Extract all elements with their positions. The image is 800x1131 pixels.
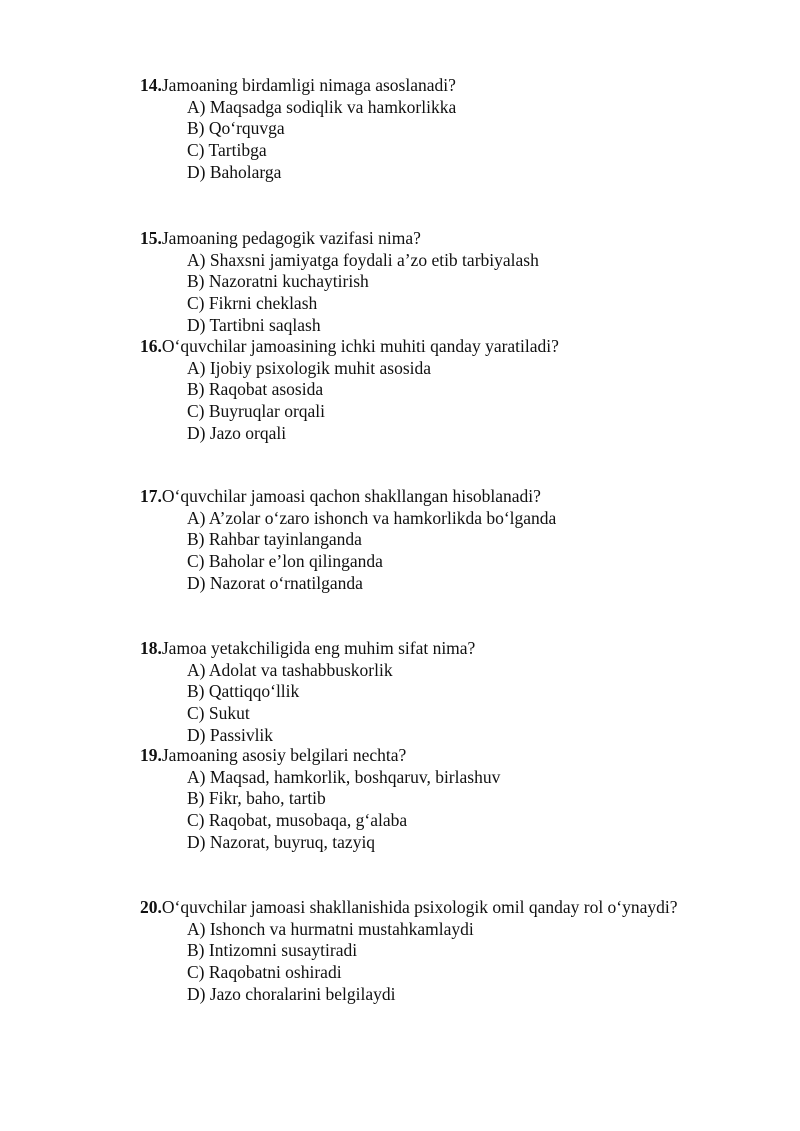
option-d: D) Nazorat, buyruq, tazyiq [187, 831, 376, 852]
option-d: D) Nazorat o‘rnatilganda [187, 572, 363, 593]
option-c: C) Sukut [187, 703, 250, 724]
option-a: A) Maqsad, hamkorlik, boshqaruv, birlashuv [187, 766, 501, 787]
option-a: A) Adolat va tashabbuskorlik [187, 659, 393, 680]
question-14-text-line [140, 75, 780, 97]
question-19-text-line [140, 745, 780, 767]
question-number: 14. [140, 75, 162, 95]
option-c: C) Baholar e’lon qilinganda [187, 551, 383, 572]
option-d: D) Tartibni saqlash [187, 314, 321, 335]
question-number: 20. [140, 897, 162, 917]
option-a: A) A’zolar o‘zaro ishonch va hamkorlikda bo‘lganda [187, 507, 557, 528]
option-b: B) Nazoratni kuchaytirish [187, 271, 369, 292]
question-text: Jamoaning birdamligi nimaga asoslanadi? [161, 75, 456, 95]
question-text: Jamoa yetakchiligida eng muhim sifat nima? [161, 638, 476, 658]
option-b: B) Raqobat asosida [187, 379, 324, 400]
question-17 [140, 486, 780, 594]
question-17-text-line [140, 486, 780, 508]
question-number: 17. [140, 486, 162, 506]
option-c: C) Raqobat, musobaqa, g‘alaba [187, 810, 408, 831]
question-text: O‘quvchilar jamoasi shakllanishida psixologik omil qanday rol o‘ynaydi? [161, 897, 678, 917]
option-c: C) Buyruqlar orqali [187, 401, 326, 422]
option-d: D) Jazo orqali [187, 422, 287, 443]
question-16 [140, 336, 780, 444]
option-a: A) Shaxsni jamiyatga foydali a’zo etib tarbiyalash [187, 249, 539, 270]
question-16-text-line [140, 336, 780, 358]
option-d: D) Jazo choralarini belgilaydi [187, 983, 396, 1004]
question-text: Jamoaning pedagogik vazifasi nima? [161, 228, 421, 248]
option-d: D) Passivlik [187, 724, 274, 745]
option-b: B) Rahbar tayinlanganda [187, 529, 362, 550]
option-a: A) Ijobiy psixologik muhit asosida [187, 357, 432, 378]
question-15 [140, 228, 780, 336]
question-number: 19. [140, 745, 162, 765]
question-15-text-line [140, 228, 780, 250]
question-18-text-line [140, 638, 780, 660]
question-20-text-line [140, 897, 780, 919]
option-c: C) Raqobatni oshiradi [187, 962, 342, 983]
option-d: D) Baholarga [187, 161, 282, 182]
question-14 [140, 75, 780, 183]
question-text: Jamoaning asosiy belgilari nechta? [161, 745, 407, 765]
question-number: 18. [140, 638, 162, 658]
question-number: 16. [140, 336, 162, 356]
option-b: B) Qo‘rquvga [187, 118, 285, 139]
question-text: O‘quvchilar jamoasining ichki muhiti qanday yaratiladi? [161, 336, 559, 356]
question-text: O‘quvchilar jamoasi qachon shakllangan hisoblanadi? [161, 486, 541, 506]
option-b: B) Fikr, baho, tartib [187, 788, 326, 809]
option-c: C) Tartibga [187, 140, 267, 161]
question-number: 15. [140, 228, 162, 248]
question-19 [140, 745, 780, 853]
option-a: A) Maqsadga sodiqlik va hamkorlikka [187, 96, 457, 117]
option-c: C) Fikrni cheklash [187, 293, 318, 314]
option-b: B) Qattiqqo‘llik [187, 681, 300, 702]
question-18 [140, 638, 780, 746]
question-20 [140, 897, 780, 1005]
option-a: A) Ishonch va hurmatni mustahkamlaydi [187, 918, 474, 939]
option-b: B) Intizomni susaytiradi [187, 940, 358, 961]
